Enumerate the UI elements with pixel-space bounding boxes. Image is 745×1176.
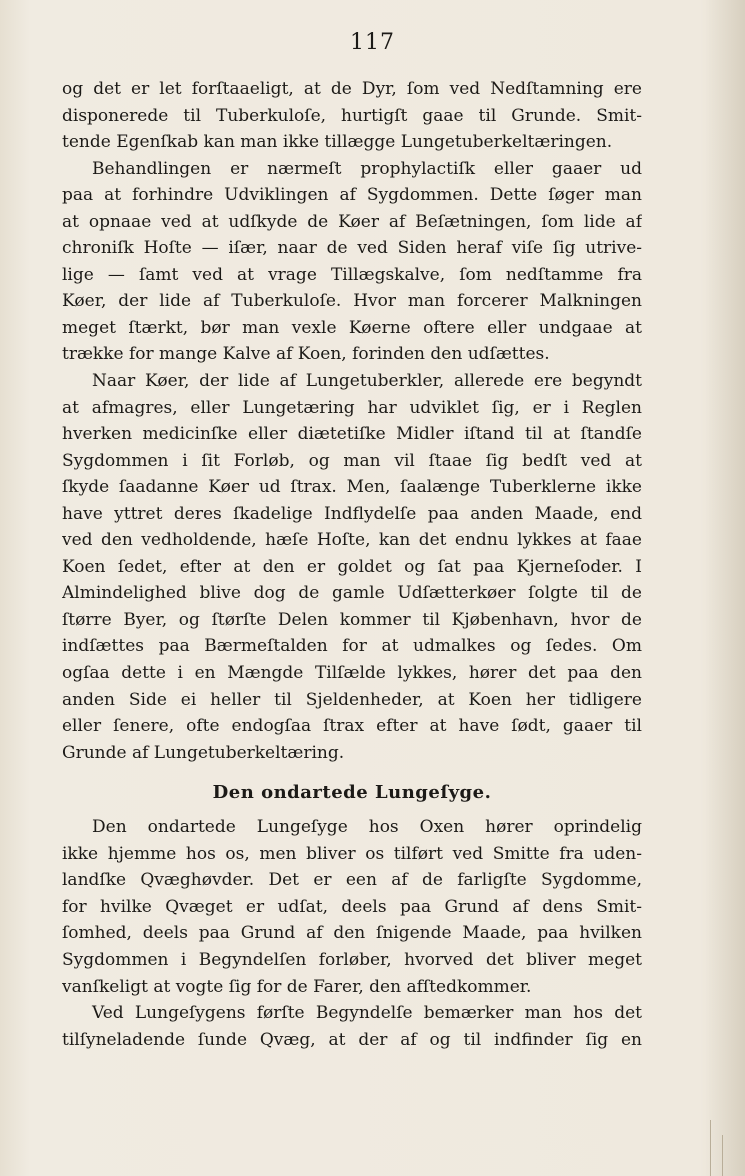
text-line: at opnaae ved at udſkyde de Køer af Beſætningen, ſom lide af <box>62 211 642 232</box>
page-edge-line <box>722 1135 723 1176</box>
text-line: have yttret deres ſkadelige Indflydelſe paa anden Maade, end <box>62 503 642 524</box>
text-line: paa at forhindre Udviklingen af Sygdommen. Dette ſøger man <box>62 185 642 206</box>
page-number: 117 <box>350 30 395 55</box>
text-line: anden Side ei heller til Sjeldenheder, at Koen her tidligere <box>62 689 642 710</box>
text-line: tilſyneladende ſunde Qvæg, at der af og til indfinder ſig en <box>62 1029 642 1050</box>
text-line: meget ſtærkt, bør man vexle Køerne oftere eller undgaae at <box>62 317 642 338</box>
text-line: ſomhed, deels paa Grund af den ſnigende Maade, paa hvilken <box>62 923 642 944</box>
text-line: ogſaa dette i en Mængde Tilſælde lykkes, hører det paa den <box>62 663 642 684</box>
text-line: vanſkeligt at vogte ſig for de Farer, den afſtedkommer. <box>62 976 532 997</box>
text-line: Almindelighed blive dog de gamle Udſætterkøer ſolgte til de <box>62 583 642 604</box>
text-line: Sygdommen i Begyndelſen forløber, hvorved det bliver meget <box>62 949 642 970</box>
text-line: Naar Køer, der lide af Lungetuberkler, allerede ere begyndt <box>92 371 642 392</box>
text-line: Grunde af Lungetuberkeltæring. <box>62 742 345 763</box>
section-heading: Den ondartede Lungeſyge. <box>212 782 492 804</box>
page-edge-shadow <box>705 0 745 1176</box>
text-line: ſkyde ſaadanne Køer ud ſtrax. Men, ſaalænge Tuberklerne ikke <box>62 477 642 498</box>
text-line: tende Egenſkab kan man ikke tillægge Lungetuberkeltæringen. <box>62 132 613 153</box>
body-text <box>62 76 642 1053</box>
text-line: lige — ſamt ved at vrage Tillægskalve, ſom nedſtamme fra <box>62 264 642 285</box>
page-edge-line <box>710 1120 711 1176</box>
text-line: indſættes paa Bærmeſtalden for at udmalkes og ſedes. Om <box>62 636 642 657</box>
text-line: ſtørre Byer, og ſtørſte Delen kommer til Kjøbenhavn, hvor de <box>62 609 642 630</box>
text-line: Koen ſedet, efter at den er goldet og ſat paa Kjerneſoder. I <box>62 556 642 577</box>
text-line: Køer, der lide af Tuberkuloſe. Hvor man forcerer Malkningen <box>62 291 642 312</box>
text-line: Behandlingen er nærmeſt prophylactiſk eller gaaer ud <box>92 158 642 179</box>
text-line: ved den vedholdende, hæſe Hoſte, kan det endnu lykkes at faae <box>62 530 642 551</box>
text-line: Ved Lungeſygens førſte Begyndelſe bemærker man hos det <box>92 1003 642 1024</box>
text-line: for hvilke Qvæget er udſat, deels paa Grund af dens Smit- <box>62 896 642 917</box>
text-line: trække for mange Kalve af Koen, forinden den udſættes. <box>62 344 550 365</box>
text-line: Sygdommen i ſit Forløb, og man vil ſtaae ſig bedſt ved at <box>62 450 642 471</box>
text-line: disponerede til Tuberkuloſe, hurtigſt gaae til Grunde. Smit- <box>62 105 642 126</box>
text-line: Den ondartede Lungeſyge hos Oxen hører oprindelig <box>92 817 642 838</box>
text-line: landſke Qvæghøvder. Det er een af de farligſte Sygdomme, <box>62 870 642 891</box>
text-line: ikke hjemme hos os, men bliver os tilført ved Smitte fra uden- <box>62 843 642 864</box>
text-line: at afmagres, eller Lungetæring har udviklet ſig, er i Reglen <box>62 397 642 418</box>
text-line: eller ſenere, ofte endogſaa ſtrax efter at have ſødt, gaaer til <box>62 716 642 737</box>
text-line: hverken medicinſke eller diætetiſke Midler iſtand til at ſtandſe <box>62 424 642 445</box>
text-line: chroniſk Hoſte — iſær, naar de ved Siden heraf viſe ſig utrive- <box>62 238 642 259</box>
text-line: og det er let forſtaaeligt, at de Dyr, ſom ved Nedſtamning ere <box>62 79 642 99</box>
